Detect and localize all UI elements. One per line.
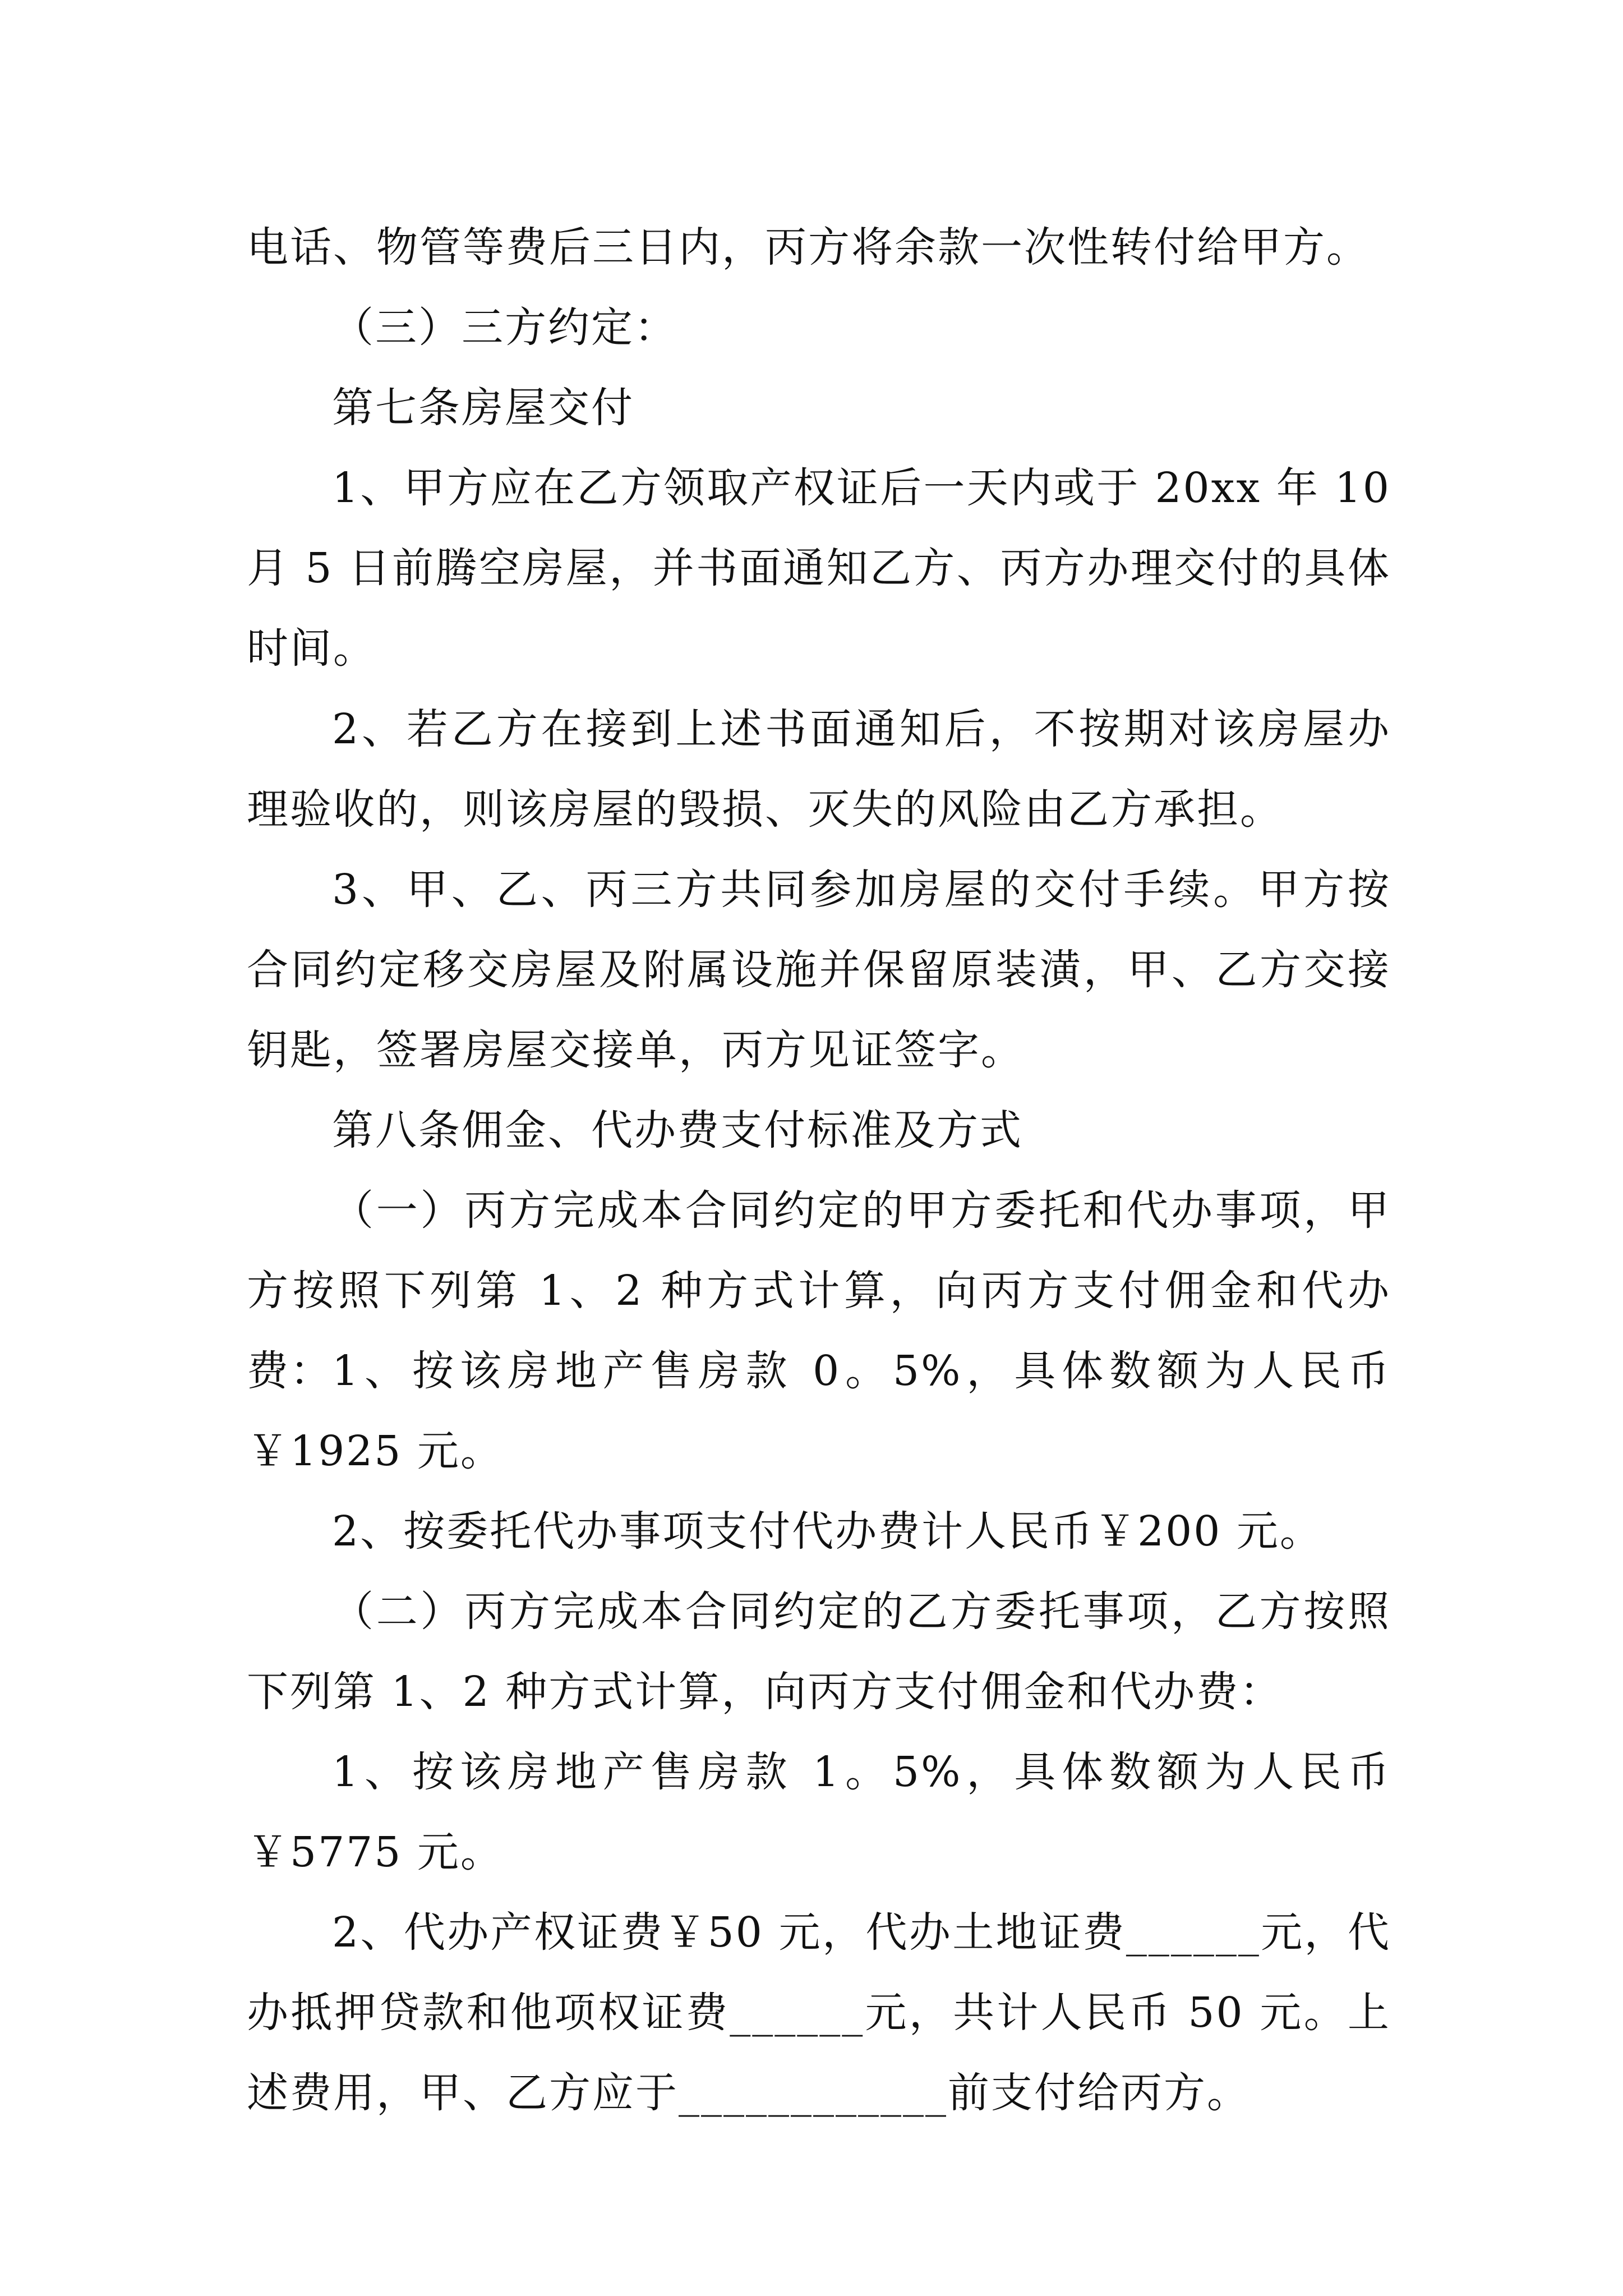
article-seven-heading: 第七条房屋交付 bbox=[332, 384, 634, 432]
paragraph-continuation: 电话、物管等费后三日内，丙方将余款一次性转付给甲方。 bbox=[247, 223, 1370, 272]
part-one-item-2: 2、按委托代办事项支付代办费计人民币￥200 元。 bbox=[332, 1507, 1323, 1556]
part-two-item-1: 1、按该房地产售房款 1。5%，具体数额为人民币￥5775 元。 bbox=[247, 1748, 1391, 1876]
article-seven-clause-2: 2、若乙方在接到上述书面通知后，不按期对该房屋办理验收的，则该房屋的毁损、灭失的风险由乙方承担。 bbox=[247, 705, 1391, 834]
article-eight-heading: 第八条佣金、代办费支付标准及方式 bbox=[332, 1106, 1023, 1154]
part-two-item-2: 2、代办产权证费￥50 元，代办土地证费______元，代办抵押贷款和他项权证费______元，共计人民币 50 元。上述费用，甲、乙方应于____________前支付给丙方。 bbox=[247, 1908, 1391, 2117]
article-seven-clause-3: 3、甲、乙、丙三方共同参加房屋的交付手续。甲方按合同约定移交房屋及附属设施并保留原装潢，甲、乙方交接钥匙，签署房屋交接单，丙方见证签字。 bbox=[247, 866, 1391, 1074]
section-heading-three-party: （三）三方约定： bbox=[332, 303, 677, 352]
article-seven-clause-1: 1、甲方应在乙方领取产权证后一天内或于 20xx 年 10 月 5 日前腾空房屋，并书面通知乙方、丙方办理交付的具体时间。 bbox=[247, 464, 1406, 673]
part-one-item-1: 1、按该房地产售房款 0。5%，具体数额为人民币￥1925 元。 bbox=[247, 1347, 1391, 1475]
article-eight-part-one: （一）丙方完成本合同约定的甲方委托和代办事项，甲方按照下列第 1、2 种方式计算，向丙方支付佣金和代办费： bbox=[247, 1186, 1391, 1395]
article-eight-part-two: （二）丙方完成本合同约定的乙方委托事项，乙方按照下列第 1、2 种方式计算，向丙方支付佣金和代办费： bbox=[247, 1588, 1391, 1716]
